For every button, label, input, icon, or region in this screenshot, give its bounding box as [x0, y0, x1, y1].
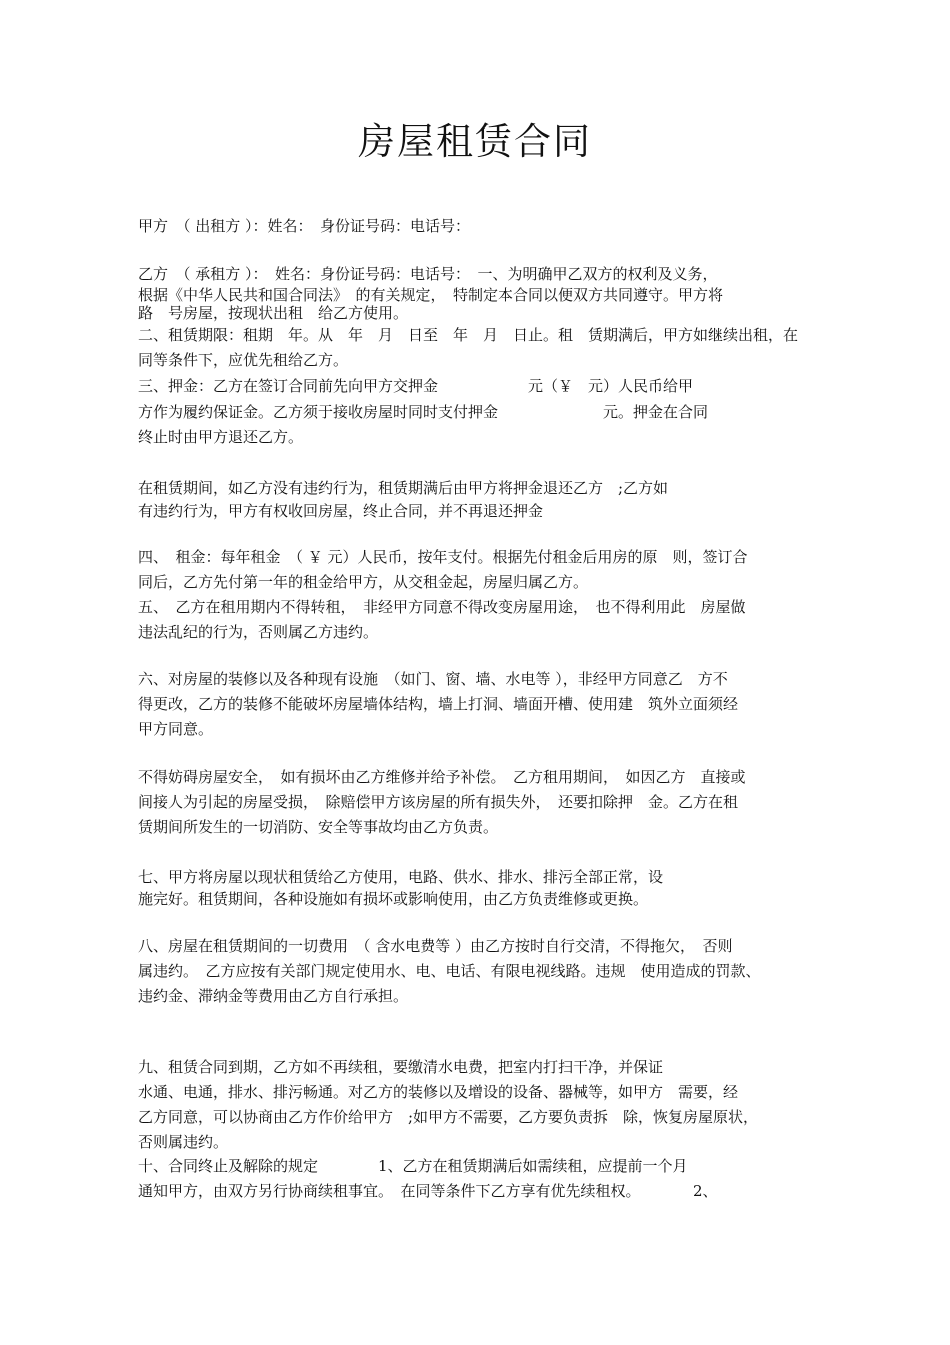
safety-paragraph-line: 间接人为引起的房屋受损， 除赔偿甲方该房屋的所有损失外， 还要扣除押 金。乙方在租 [138, 793, 739, 811]
clause-1-line: 根据《中华人民共和国合同法》 的有关规定， 特制定本合同以便双方共同遵守。甲方将 [138, 286, 724, 304]
clause-9-line: 乙方同意，可以协商由乙方作价给甲方 ;如甲方不需要，乙方要负责拆 除，恢复房屋原状， [138, 1108, 759, 1126]
clause-9-line: 九、租赁合同到期，乙方如不再续租，要缴清水电费，把室内打扫干净，并保证 [138, 1058, 664, 1076]
clause-4-line: 同后，乙方先付第一年的租金给甲方，从交租金起，房屋归属乙方。 [138, 573, 589, 591]
clause-5-line: 五、 乙方在租用期内不得转租， 非经甲方同意不得改变房屋用途， 也不得利用此 房屋做 [138, 598, 746, 616]
clause-3-line: 三、押金：乙方在签订合同前先向甲方交押金 元（￥ 元）人民币给甲 [138, 377, 694, 395]
deposit-paragraph-line: 在租赁期间，如乙方没有违约行为，租赁期满后由甲方将押金退还乙方 ;乙方如 [138, 479, 669, 497]
clause-8-line: 属违约。 乙方应按有关部门规定使用水、电、电话、有限电视线路。违规 使用造成的罚款、 [138, 962, 761, 980]
clause-7-line: 施完好。租赁期间，各种设施如有损坏或影响使用，由乙方负责维修或更换。 [138, 890, 649, 908]
clause-8-line: 八、房屋在租赁期间的一切费用 （ 含水电费等 ）由乙方按时自行交清，不得拖欠， 否则 [138, 937, 733, 955]
party-b-line: 乙方 （ 承租方 ）： 姓名：身份证号码：电话号： 一、为明确甲乙双方的权利及义务， [138, 265, 718, 283]
clause-6-line: 甲方同意。 [138, 720, 214, 738]
party-a-line: 甲方 （ 出租方 ）：姓名： 身份证号码：电话号： [138, 217, 471, 235]
clause-6-line: 六、对房屋的装修以及各种现有设施 （如门、窗、墙、水电等 ），非经甲方同意乙 方不 [138, 670, 728, 688]
document-title: 房屋租赁合同 [358, 120, 592, 163]
clause-4-line: 四、 租金：每年租金 （ ￥ 元）人民币，按年支付。根据先付租金后用房的原 则，签订合 [138, 548, 748, 566]
clause-2-line: 同等条件下，应优先租给乙方。 [138, 351, 349, 369]
clause-7-line: 七、甲方将房屋以现状租赁给乙方使用，电路、供水、排水、排污全部正常，设 [138, 868, 664, 886]
deposit-paragraph-line: 有违约行为，甲方有权收回房屋，终止合同，并不再退还押金 [138, 502, 544, 520]
clause-8-line: 违约金、滞纳金等费用由乙方自行承担。 [138, 987, 409, 1005]
clause-2-line: 二、租赁期限：租期 年。从 年 月 日至 年 月 日止。租 赁期满后，甲方如继续出租，在 [138, 326, 799, 344]
clause-1-line: 路 号房屋，按现状出租 给乙方使用。 [138, 304, 409, 322]
clause-10-line: 十、合同终止及解除的规定 1、乙方在租赁期满后如需续租，应提前一个月 [138, 1157, 688, 1175]
safety-paragraph-line: 不得妨碍房屋安全， 如有损坏由乙方维修并给予补偿。 乙方租用期间， 如因乙方 直接或 [138, 768, 746, 786]
clause-3-line: 终止时由甲方退还乙方。 [138, 428, 304, 446]
clause-6-line: 得更改，乙方的装修不能破坏房屋墙体结构，墙上打洞、墙面开槽、使用建 筑外立面须经 [138, 695, 739, 713]
clause-9-line: 否则属违约。 [138, 1133, 229, 1151]
clause-10-line: 通知甲方，由双方另行协商续租事宜。 在同等条件下乙方享有优先续租权。 2、 [138, 1182, 718, 1200]
safety-paragraph-line: 赁期间所发生的一切消防、安全等事故均由乙方负责。 [138, 818, 499, 836]
clause-3-line: 方作为履约保证金。乙方须于接收房屋时同时支付押金 元。押金在合同 [138, 403, 709, 421]
clause-9-line: 水通、电通，排水、排污畅通。对乙方的装修以及增设的设备、器械等，如甲方 需要，经 [138, 1083, 739, 1101]
clause-5-line: 违法乱纪的行为，否则属乙方违约。 [138, 623, 379, 641]
